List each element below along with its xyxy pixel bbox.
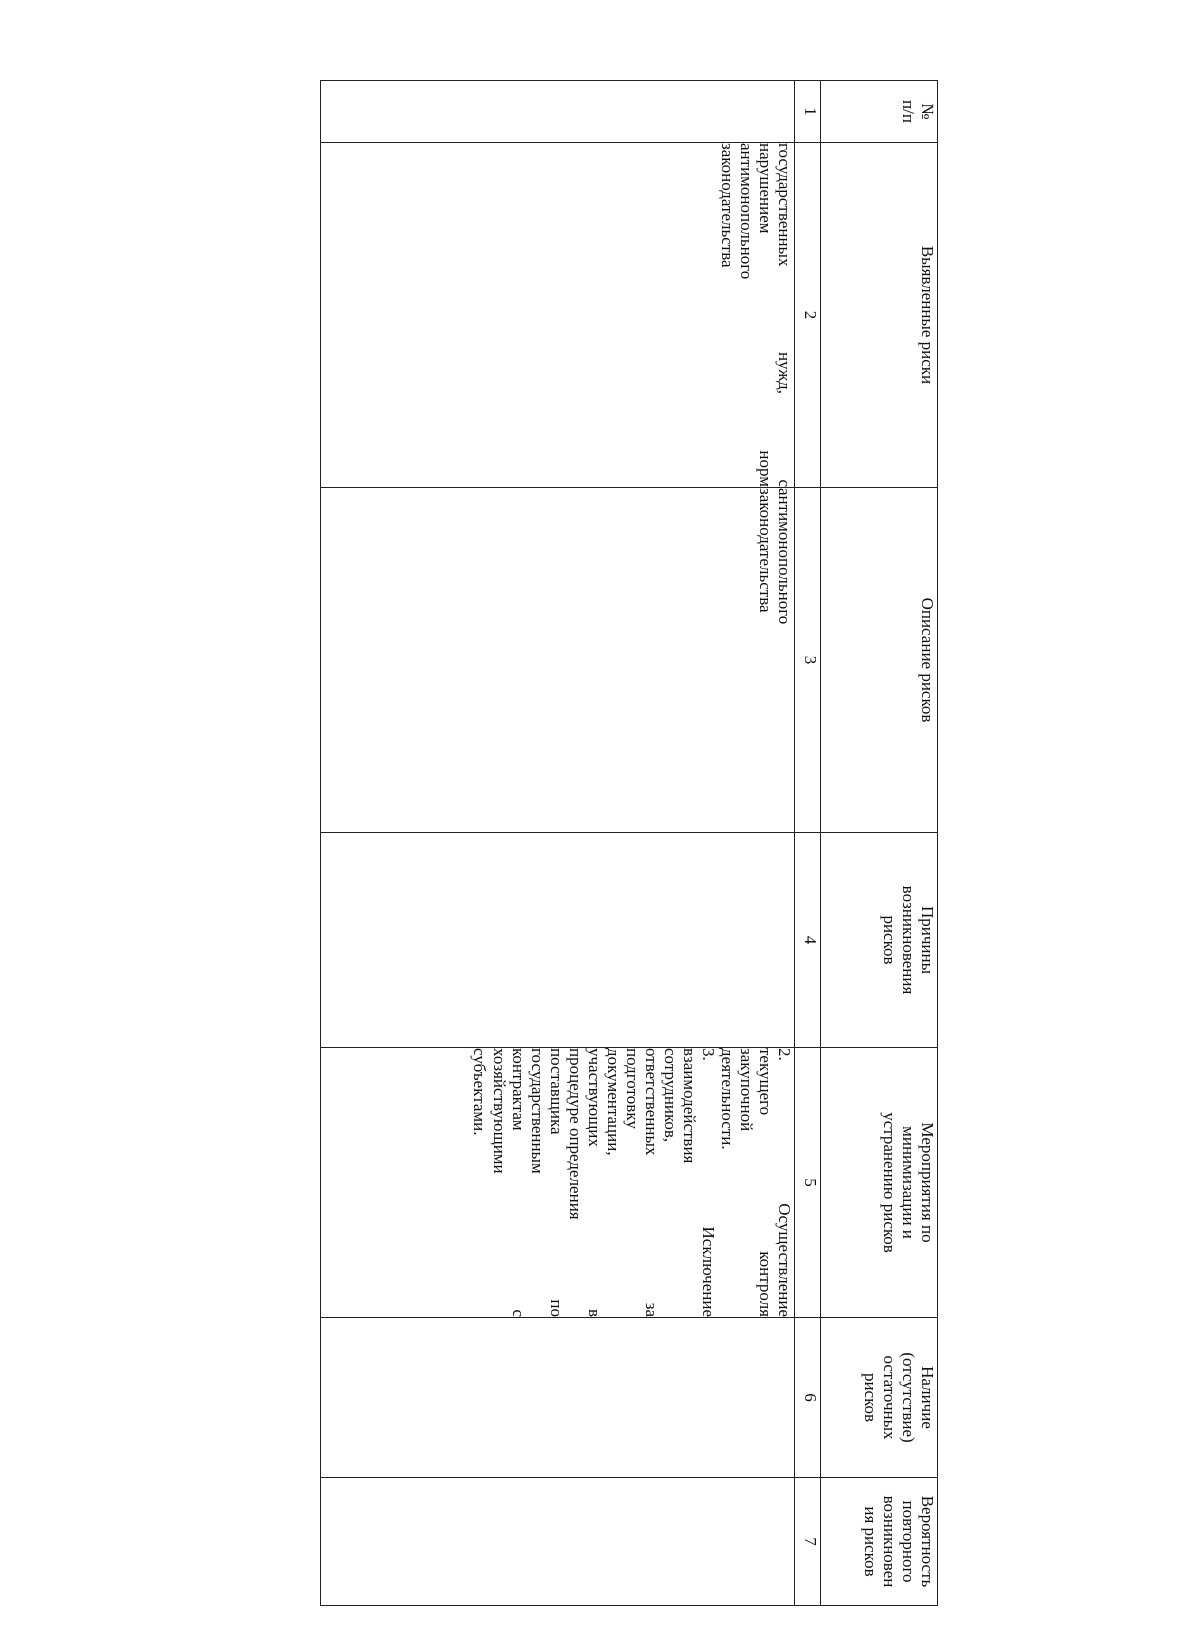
column-number: 3: [795, 488, 821, 833]
column-number: 6: [795, 1318, 821, 1478]
table-header-row: [821, 81, 938, 1606]
row-number-cell: [321, 81, 795, 143]
residual-risks-cell: [321, 1318, 795, 1478]
header-residual-risks: Наличие (отсутствие) остаточных рисков: [821, 1318, 938, 1478]
column-number: 2: [795, 143, 821, 488]
column-number: 7: [795, 1478, 821, 1606]
risk-table: [320, 80, 938, 1606]
table-row: [321, 81, 795, 1606]
recurrence-probability-cell: [321, 1478, 795, 1606]
header-mitigation-measures: Мероприятия по минимизации и устранению рисков: [821, 1048, 938, 1318]
rotated-document-page: [320, 80, 938, 1588]
column-number-row: [795, 81, 821, 1606]
header-risk-causes: Причины возникновения рисков: [821, 833, 938, 1048]
column-number: 1: [795, 81, 821, 143]
header-number: № п/п: [821, 81, 938, 143]
column-number: 5: [795, 1048, 821, 1318]
header-identified-risks: Выявленные риски: [821, 143, 938, 488]
header-recurrence-probability: Вероятность повторного возникновен ия рисков: [821, 1478, 938, 1606]
mitigation-measures-cell: 2. Осуществление текущего контроля закупочной деятельности. 3. Исключение взаимодействия сотрудников, ответственных за подготовку документации, участвующих в процедуре определения поставщика по государственным контрактам с хозяйствующими субъектами.: [321, 1048, 795, 1318]
risk-description-cell: антимонопольного законодательства: [321, 488, 795, 833]
column-number: 4: [795, 833, 821, 1048]
identified-risk-cell: государственных нужд, с нарушением норм антимонопольного законодательства: [321, 143, 795, 488]
risk-causes-cell: [321, 833, 795, 1048]
header-risk-description: Описание рисков: [821, 488, 938, 833]
